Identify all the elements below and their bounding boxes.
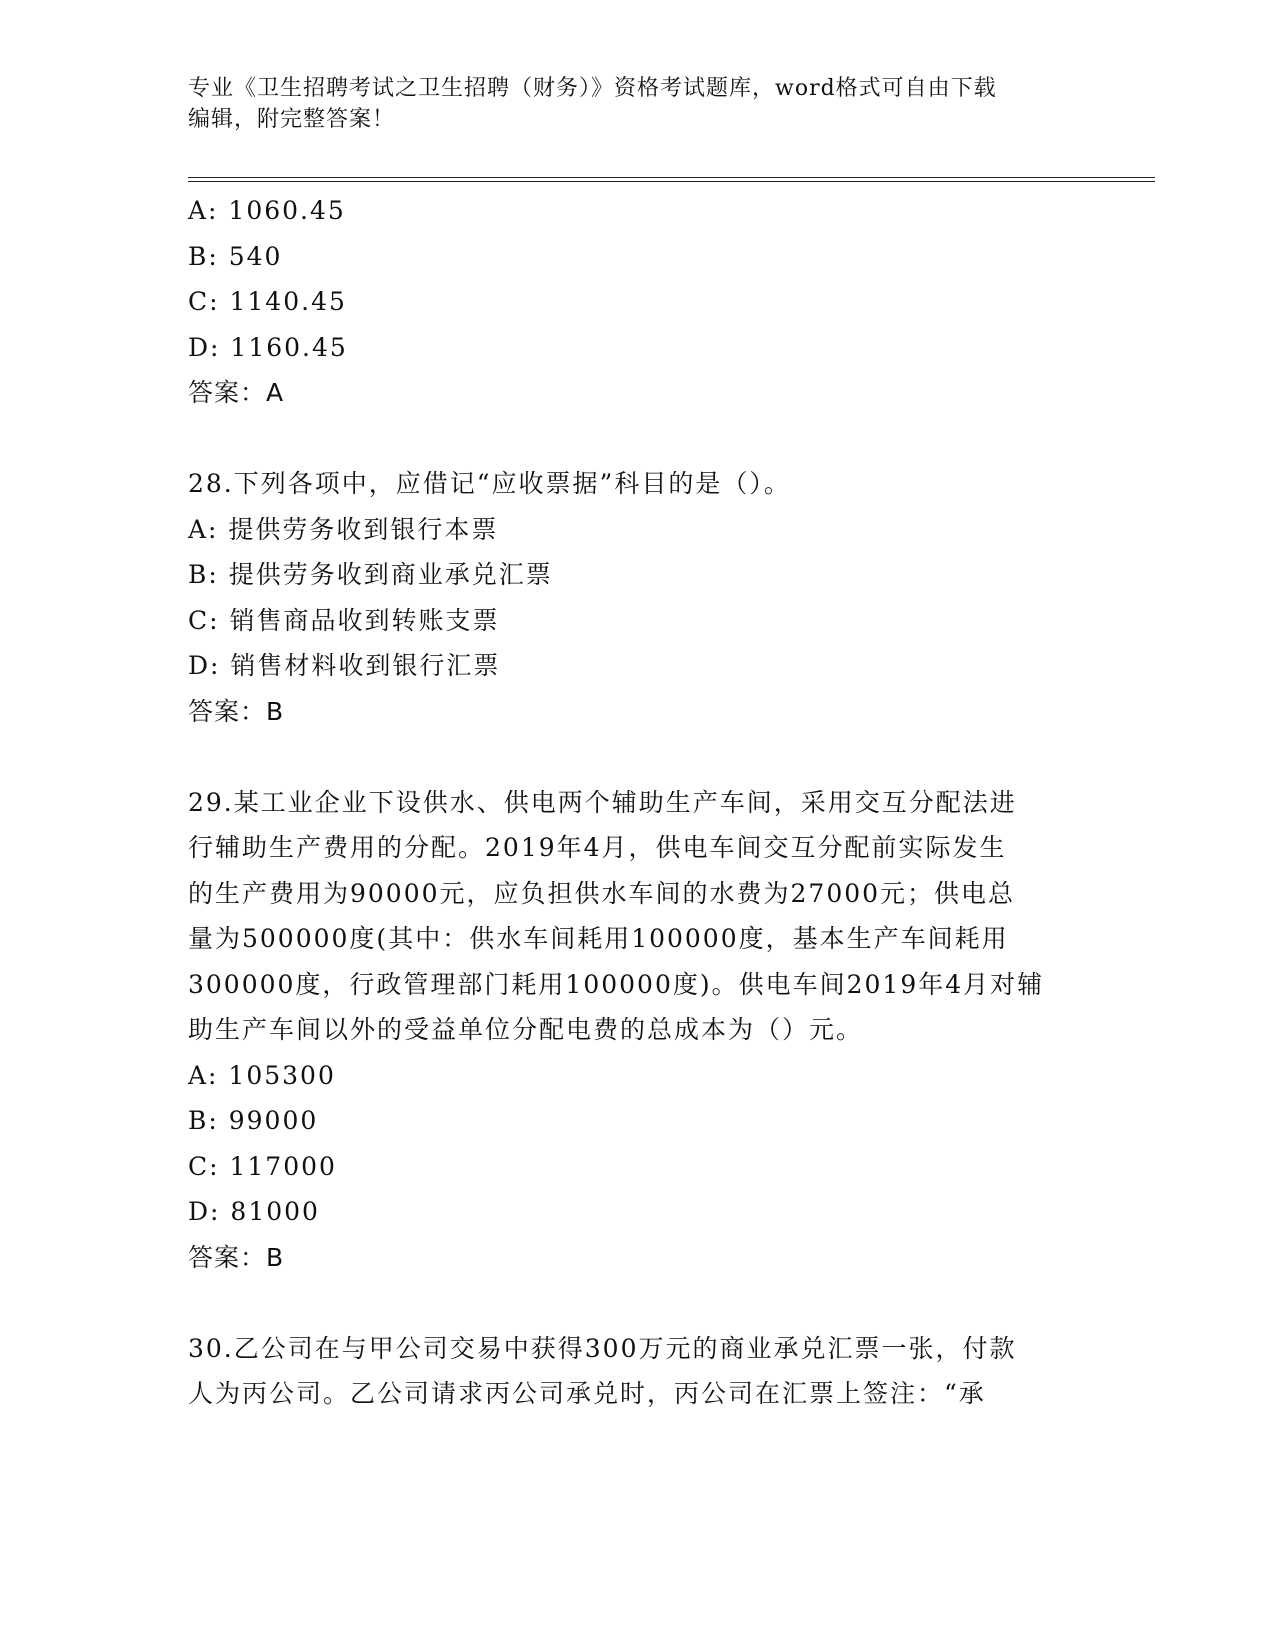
option-a: A: 1060.45 [188, 196, 346, 225]
header-line-1: 专业《卫生招聘考试之卫生招聘（财务）》资格考试题库，word格式可自由下载 [188, 76, 997, 101]
header-divider-top [188, 177, 1155, 178]
option-b: B: 99000 [188, 1106, 319, 1135]
option-b: B: 提供劳务收到商业承兑汇票 [188, 560, 553, 589]
question-stem-line: 29.某工业企业下设供水、供电两个辅助生产车间，采用交互分配法进 [188, 787, 1017, 817]
option-a: A: 105300 [188, 1060, 336, 1090]
option-c: C: 117000 [188, 1151, 337, 1181]
option-d: D: 1160.45 [188, 332, 348, 362]
question-28 [188, 461, 1088, 734]
question-stem-line: 量为500000度(其中：供水车间耗用100000度，基本生产车间耗用 [188, 924, 1009, 953]
spacer [188, 734, 1088, 780]
question-stem-line: 行辅助生产费用的分配。2019年4月，供电车间交互分配前实际发生 [188, 833, 1007, 862]
question-stem-line: 300000度，行政管理部门耗用100000度)。供电车间2019年4月对辅 [188, 969, 1045, 999]
question-stem: 28.下列各项中，应借记“应收票据”科目的是（）。 [188, 469, 791, 498]
question-stem-line: 助生产车间以外的受益单位分配电费的总成本为（）元。 [188, 1015, 864, 1044]
spacer [188, 1280, 1088, 1326]
question-stem-line: 30.乙公司在与甲公司交易中获得300万元的商业承兑汇票一张，付款 [188, 1333, 1017, 1363]
header-line-2: 编辑，附完整答案！ [188, 107, 396, 132]
question-stem-line: 的生产费用为90000元，应负担供水车间的水费为27000元；供电总 [188, 878, 1016, 908]
option-a: A: 提供劳务收到银行本票 [188, 514, 499, 544]
question-stem-line: 人为丙公司。乙公司请求丙公司承兑时，丙公司在汇票上签注：“承 [188, 1379, 986, 1408]
answer: 答案：B [188, 1242, 285, 1272]
option-d: D: 81000 [188, 1197, 320, 1226]
spacer [188, 416, 1088, 462]
header-divider-bottom [188, 181, 1155, 182]
option-b: B: 540 [188, 241, 283, 271]
answer: 答案：B [188, 696, 285, 726]
option-c: C: 销售商品收到转账支票 [188, 605, 500, 635]
page-header [188, 73, 1088, 135]
question-29 [188, 780, 1088, 1281]
question-30 [188, 1326, 1088, 1417]
question-27-tail [188, 188, 1088, 416]
answer: 答案：A [188, 378, 285, 407]
option-c: C: 1140.45 [188, 287, 347, 316]
question-list [188, 188, 1088, 1417]
option-d: D: 销售材料收到银行汇票 [188, 651, 501, 680]
